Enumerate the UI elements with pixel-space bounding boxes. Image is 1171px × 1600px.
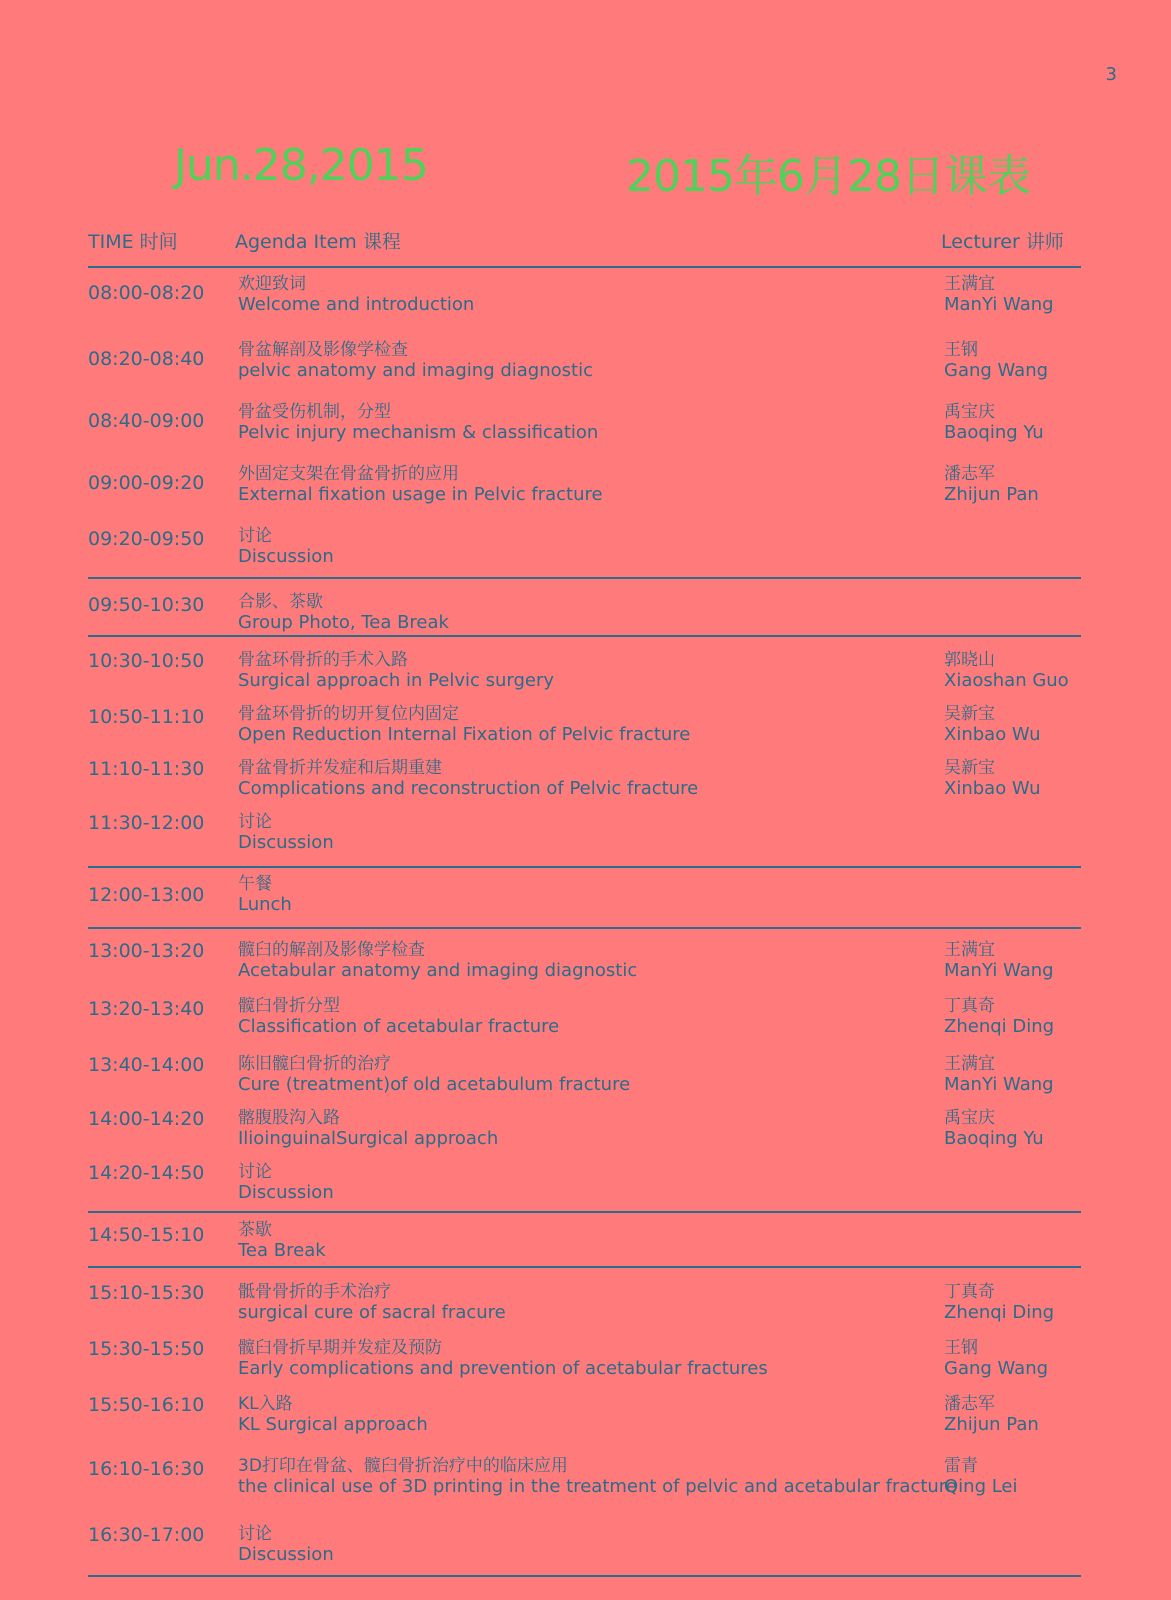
row-time: 09:00-09:20	[88, 472, 205, 494]
table-row	[88, 650, 1081, 702]
row-lecturer	[944, 1108, 1044, 1149]
row-time: 10:50-11:10	[88, 706, 205, 728]
lecturer-cn: 王钢	[944, 1338, 978, 1358]
row-agenda	[238, 1108, 498, 1149]
lecturer-en: Xinbao Wu	[944, 778, 1041, 799]
lecturer-cn: 潘志军	[944, 1394, 995, 1414]
row-lecturer	[944, 1456, 1018, 1497]
row-time: 10:30-10:50	[88, 650, 205, 672]
row-time: 09:20-09:50	[88, 528, 205, 550]
table-row	[88, 340, 1081, 392]
page-title-english: Jun.28,2015	[174, 140, 428, 191]
agenda-en: Surgical approach in Pelvic surgery	[238, 670, 555, 691]
header-divider	[88, 266, 1081, 268]
table-row	[88, 402, 1081, 454]
row-lecturer	[944, 996, 1054, 1037]
lecturer-en: Xiaoshan Guo	[944, 670, 1069, 691]
agenda-cn: 骨盆环骨折的手术入路	[238, 650, 408, 670]
row-agenda	[238, 758, 698, 799]
table-row	[88, 874, 1081, 926]
lecturer-en: Xinbao Wu	[944, 724, 1041, 745]
row-time: 13:20-13:40	[88, 998, 205, 1020]
agenda-cn: 髋臼的解剖及影像学检查	[238, 940, 425, 960]
agenda-cn: 讨论	[238, 1162, 272, 1182]
row-time: 08:00-08:20	[88, 282, 205, 304]
agenda-en: Early complications and prevention of acetabular fractures	[238, 1358, 768, 1379]
lecturer-cn: 吴新宝	[944, 758, 995, 778]
agenda-en: the clinical use of 3D printing in the treatment of pelvic and acetabular fracture	[238, 1476, 957, 1497]
agenda-cn: 骨盆解剖及影像学检查	[238, 340, 408, 360]
row-agenda	[238, 704, 690, 745]
lecturer-en: ManYi Wang	[944, 1074, 1054, 1095]
row-time: 15:50-16:10	[88, 1394, 205, 1416]
row-time: 16:10-16:30	[88, 1458, 205, 1480]
lecturer-en: Qing Lei	[944, 1476, 1018, 1497]
row-agenda	[238, 812, 334, 853]
lecturer-en: Zhenqi Ding	[944, 1302, 1055, 1323]
agenda-en: IlioinguinalSurgical approach	[238, 1128, 499, 1149]
header-lecturer: Lecturer 讲师	[941, 231, 1064, 253]
lecturer-en: Gang Wang	[944, 360, 1049, 381]
row-lecturer	[944, 464, 1039, 505]
row-agenda	[238, 526, 334, 567]
page-title-chinese: 2015年6月28日课表	[626, 151, 1030, 202]
lecturer-en: Baoqing Yu	[944, 1128, 1044, 1149]
lecturer-cn: 雷青	[944, 1456, 978, 1476]
table-row	[88, 1162, 1081, 1214]
table-row	[88, 758, 1081, 810]
row-agenda	[238, 592, 449, 633]
row-lecturer	[944, 1282, 1054, 1323]
agenda-cn: 骨盆受伤机制，分型	[238, 402, 391, 422]
agenda-en: KL Surgical approach	[238, 1414, 428, 1435]
table-row	[88, 1282, 1081, 1334]
row-time: 09:50-10:30	[88, 594, 205, 616]
lecturer-cn: 禹宝庆	[944, 402, 995, 422]
agenda-cn: KL入路	[238, 1394, 293, 1414]
lecturer-en: Zhijun Pan	[944, 1414, 1039, 1435]
lecturer-cn: 王钢	[944, 340, 978, 360]
row-time: 16:30-17:00	[88, 1524, 205, 1546]
agenda-en: External fixation usage in Pelvic fracture	[238, 484, 603, 505]
table-row	[88, 1220, 1081, 1272]
row-agenda	[238, 650, 554, 691]
row-agenda	[238, 1524, 334, 1565]
agenda-cn: 髋臼骨折早期并发症及预防	[238, 1338, 442, 1358]
row-agenda	[238, 1054, 630, 1095]
row-agenda	[238, 274, 474, 315]
agenda-cn: 欢迎致词	[238, 274, 306, 294]
agenda-cn: 骶骨骨折的手术治疗	[238, 1282, 391, 1302]
lecturer-cn: 潘志军	[944, 464, 995, 484]
agenda-en: Discussion	[238, 546, 334, 567]
row-agenda	[238, 874, 292, 915]
lecturer-cn: 王满宜	[944, 274, 995, 294]
lecturer-cn: 禹宝庆	[944, 1108, 995, 1128]
agenda-cn: 髂腹股沟入路	[238, 1108, 340, 1128]
row-lecturer	[944, 1394, 1039, 1435]
table-row	[88, 1456, 1081, 1508]
row-agenda	[238, 1456, 957, 1497]
row-lecturer	[944, 1054, 1054, 1095]
table-row	[88, 274, 1081, 326]
agenda-en: Cure (treatment)of old acetabulum fracture	[238, 1074, 631, 1095]
agenda-en: pelvic anatomy and imaging diagnostic	[238, 360, 593, 381]
section-divider	[88, 866, 1081, 868]
row-lecturer	[944, 650, 1069, 691]
row-lecturer	[944, 704, 1041, 745]
table-row	[88, 1338, 1081, 1390]
agenda-cn: 外固定支架在骨盆骨折的应用	[238, 464, 459, 484]
row-time: 14:00-14:20	[88, 1108, 205, 1130]
row-agenda	[238, 1338, 768, 1379]
row-agenda	[238, 1162, 334, 1203]
lecturer-cn: 郭晓山	[944, 650, 995, 670]
row-agenda	[238, 464, 603, 505]
row-time: 13:40-14:00	[88, 1054, 205, 1076]
lecturer-cn: 吴新宝	[944, 704, 995, 724]
row-time: 15:10-15:30	[88, 1282, 205, 1304]
agenda-en: Discussion	[238, 1182, 334, 1203]
agenda-cn: 讨论	[238, 526, 272, 546]
agenda-cn: 午餐	[238, 874, 272, 894]
row-agenda	[238, 402, 598, 443]
table-row	[88, 1524, 1081, 1576]
agenda-en: Lunch	[238, 894, 292, 915]
row-time: 12:00-13:00	[88, 884, 205, 906]
row-agenda	[238, 1394, 428, 1435]
lecturer-en: Gang Wang	[944, 1358, 1049, 1379]
row-time: 14:50-15:10	[88, 1224, 205, 1246]
row-time: 11:30-12:00	[88, 812, 205, 834]
row-agenda	[238, 1282, 506, 1323]
row-agenda	[238, 940, 637, 981]
agenda-en: Complications and reconstruction of Pelvic fracture	[238, 778, 699, 799]
row-lecturer	[944, 940, 1054, 981]
table-row	[88, 526, 1081, 578]
agenda-cn: 骨盆骨折并发症和后期重建	[238, 758, 442, 778]
lecturer-cn: 王满宜	[944, 1054, 995, 1074]
table-row	[88, 1394, 1081, 1446]
row-lecturer	[944, 402, 1044, 443]
section-divider	[88, 927, 1081, 929]
agenda-cn: 3D打印在骨盆、髋臼骨折治疗中的临床应用	[238, 1456, 568, 1476]
row-time: 14:20-14:50	[88, 1162, 205, 1184]
row-agenda	[238, 996, 559, 1037]
header-agenda: Agenda Item 课程	[235, 231, 401, 253]
row-agenda	[238, 340, 593, 381]
row-time: 13:00-13:20	[88, 940, 205, 962]
table-row	[88, 996, 1081, 1048]
row-lecturer	[944, 1338, 1048, 1379]
row-time: 11:10-11:30	[88, 758, 205, 780]
table-row	[88, 1108, 1081, 1160]
row-lecturer	[944, 758, 1041, 799]
row-time: 08:20-08:40	[88, 348, 205, 370]
agenda-en: Welcome and introduction	[238, 294, 475, 315]
row-agenda	[238, 1220, 326, 1261]
table-row	[88, 812, 1081, 864]
agenda-cn: 骨盆环骨折的切开复位内固定	[238, 704, 459, 724]
agenda-en: surgical cure of sacral fracure	[238, 1302, 506, 1323]
agenda-cn: 髋臼骨折分型	[238, 996, 340, 1016]
agenda-en: Classification of acetabular fracture	[238, 1016, 560, 1037]
row-time: 08:40-09:00	[88, 410, 205, 432]
agenda-cn: 讨论	[238, 812, 272, 832]
lecturer-en: ManYi Wang	[944, 294, 1054, 315]
agenda-en: Discussion	[238, 832, 334, 853]
table-row	[88, 464, 1081, 516]
agenda-en: Pelvic injury mechanism & classification	[238, 422, 599, 443]
lecturer-cn: 王满宜	[944, 940, 995, 960]
table-row	[88, 1054, 1081, 1106]
agenda-cn: 合影、茶歇	[238, 592, 323, 612]
lecturer-en: Baoqing Yu	[944, 422, 1044, 443]
lecturer-en: Zhijun Pan	[944, 484, 1039, 505]
agenda-en: Discussion	[238, 1544, 334, 1565]
row-time: 15:30-15:50	[88, 1338, 205, 1360]
lecturer-en: ManYi Wang	[944, 960, 1054, 981]
table-row	[88, 592, 1081, 644]
agenda-cn: 讨论	[238, 1524, 272, 1544]
table-row	[88, 704, 1081, 756]
agenda-cn: 陈旧髋臼骨折的治疗	[238, 1054, 391, 1074]
agenda-cn: 茶歇	[238, 1220, 272, 1240]
agenda-en: Acetabular anatomy and imaging diagnostic	[238, 960, 638, 981]
header-time: TIME 时间	[88, 231, 178, 253]
lecturer-cn: 丁真奇	[944, 1282, 995, 1302]
row-lecturer	[944, 274, 1054, 315]
lecturer-cn: 丁真奇	[944, 996, 995, 1016]
agenda-en: Group Photo, Tea Break	[238, 612, 449, 633]
agenda-en: Tea Break	[238, 1240, 326, 1261]
row-lecturer	[944, 340, 1048, 381]
agenda-en: Open Reduction Internal Fixation of Pelvic fracture	[238, 724, 691, 745]
page-number: 3	[1105, 64, 1117, 85]
lecturer-en: Zhenqi Ding	[944, 1016, 1055, 1037]
table-row	[88, 940, 1081, 992]
